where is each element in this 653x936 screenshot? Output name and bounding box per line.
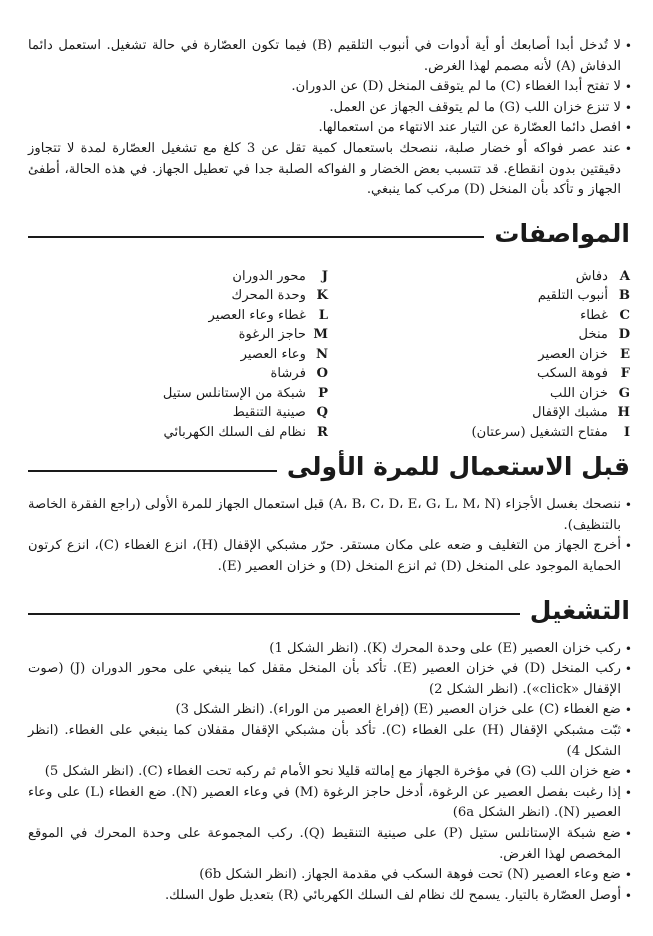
safety-item: • لا تفتح أبدا الغطاء (C) ما لم يتوقف المنخل (D) عن الدوران. [28,77,630,98]
spec-code: N [315,346,328,362]
spec-row [28,345,328,365]
spec-label: مشبك الإقفال [532,405,608,421]
operation-list [28,639,630,907]
first-use-item: • ننصحك بغسل الأجزاء (A، B، C، D، E، G، L، M، N) قبل استعمال الجهاز للمرة الأولى (راجع الفقرة الخاصة بالتنظيف). [28,495,630,536]
manual-page [28,36,630,906]
operation-step: • إذا رغبت بفصل العصير عن الرغوة، أدخل حاجز الرغوة (M) في وعاء العصير (N). ضع الغطاء (L) على وعاء العصير (N). (انظر الشكل 6a) [28,783,630,824]
spec-code: P [318,385,328,401]
safety-item: • افصل دائما العصّارة عن التيار عند الانتهاء من استعمالها. [28,118,630,139]
spec-row [28,286,328,306]
section-divider [28,236,484,238]
operation-step: • ضع وعاء العصير (N) تحت فوهة السكب في مقدمة الجهاز. (انظر الشكل 6b) [28,865,630,886]
spec-code: K [316,288,328,304]
operation-step: • ثبّت مشبكي الإقفال (H) على الغطاء (C). تأكد بأن مشبكي الإقفال مقفلان كما ينبغي على الغطاء. (انظر الشكل 4) [28,721,630,762]
safety-item: • عند عصر فواكه أو خضار صلبة، ننصحك باستعمال كمية تقل عن 3 كلغ مع تشغيل العصّارة لمدة لا تتجاوز دقيقتين بدون انقطاع. قد تتسبب بعض الخضار و الفواكه الصلبة جدا في تعطيل الجهاز. في هذه الحالة، أطفئ الجهاز و تأكد بأن المنخل (D) مركب كما ينبغي. [28,139,630,201]
spec-label: صينية التنقيط [232,405,306,421]
spec-label: وحدة المحرك [231,288,306,304]
spec-label: غطاء وعاء العصير [208,307,306,323]
spec-label: دفاش [575,268,608,284]
spec-code: E [619,346,630,362]
spec-code: D [618,327,630,343]
safety-item: • لا تنزع خزان اللب (G) ما لم يتوقف الجهاز عن العمل. [28,98,630,119]
spec-code: B [618,288,630,304]
specs-heading: المواصفات [494,218,630,248]
spec-code: J [321,268,328,284]
first-use-section-header [28,452,630,481]
spec-label: منخل [578,327,608,343]
operation-step: • ركب المنخل (D) في خزان العصير (E). تأكد بأن المنخل مقفل كما ينبغي على محور الدوران (J) (صوت الإقفال «click»). (انظر الشكل 2) [28,659,630,700]
spec-row [28,423,328,443]
spec-code: A [619,268,630,284]
operation-heading: التشغيل [529,595,630,625]
spec-label: نظام لف السلك الكهربائي [163,424,306,440]
spec-code: H [617,405,630,421]
operation-step: • ركب خزان العصير (E) على وحدة المحرك (K). (انظر الشكل 1) [28,639,630,660]
spec-label: وعاء العصير [240,346,306,362]
spec-row [330,267,630,287]
spec-label: حاجز الرغوة [238,327,306,343]
spec-code: F [620,366,630,382]
spec-code: I [623,424,630,440]
specs-list [28,267,630,443]
spec-row [28,325,328,345]
section-divider [28,470,277,472]
spec-code: C [619,307,630,323]
spec-row [330,423,630,443]
operation-step: • ضع الغطاء (C) على خزان العصير (E) (إفراغ العصير من الوراء). (انظر الشكل 3) [28,700,630,721]
spec-label: خزان اللب [550,385,608,401]
operation-step: • ضع شبكة الإستانلس ستيل (P) على صينية التنقيط (Q). ركب المجموعة على وحدة المحرك في الموقع المخصص لهذا الغرض. [28,824,630,865]
operation-step: • ضع خزان اللب (G) في مؤخرة الجهاز مع إمالته قليلا نحو الأمام ثم ركبه تحت الغطاء (C). (انظر الشكل 5) [28,762,630,783]
first-use-item: • أخرج الجهاز من التغليف و ضعه على مكان مستقر. حرّر مشبكي الإقفال (H)، انزع الغطاء (C)، انزع كرتون الحماية الموجود على المنخل (D) ثم انزع المنخل (D) و خزان العصير (E). [28,536,630,577]
spec-label: فرشاة [270,366,306,382]
spec-label: أنبوب التلقيم [537,288,608,304]
spec-row [330,325,630,345]
spec-code: L [318,307,328,323]
spec-code: M [313,327,328,343]
spec-code: O [316,366,328,382]
spec-code: G [618,385,630,401]
spec-row [330,403,630,423]
spec-label: خزان العصير [538,346,608,362]
spec-row [28,384,328,404]
operation-step: • أوصل العصّارة بالتيار. يسمح لك نظام لف السلك الكهربائي (R) بتعديل طول السلك. [28,886,630,907]
operation-section-header [28,596,630,625]
spec-label: غطاء [580,307,608,323]
first-use-list [28,495,630,577]
spec-row [28,364,328,384]
spec-row [28,267,328,287]
specs-section-header [28,219,630,248]
specs-column-left [28,267,328,443]
spec-code: Q [316,405,328,421]
spec-row [330,364,630,384]
spec-row [28,403,328,423]
safety-item: • لا تُدخل أبدا أصابعك أو أية أدوات في أنبوب التلقيم (B) فيما تكون العصّارة في حالة تشغيل. استعمل دائما الدفاش (A) لأنه مصمم لهذا الغرض. [28,36,630,77]
spec-row [330,384,630,404]
spec-row [330,345,630,365]
specs-column-right [330,267,630,443]
section-divider [28,613,520,615]
spec-row [330,286,630,306]
spec-label: شبكة من الإستانلس ستيل [162,385,306,401]
spec-code: R [317,424,328,440]
spec-label: فوهة السكب [536,366,608,382]
spec-label: محور الدوران [232,268,306,284]
spec-row [330,306,630,326]
first-use-heading: قبل الاستعمال للمرة الأولى [286,452,630,482]
safety-list [28,36,630,201]
spec-label: مفتاح التشغيل (سرعتان) [471,424,608,440]
spec-row [28,306,328,326]
